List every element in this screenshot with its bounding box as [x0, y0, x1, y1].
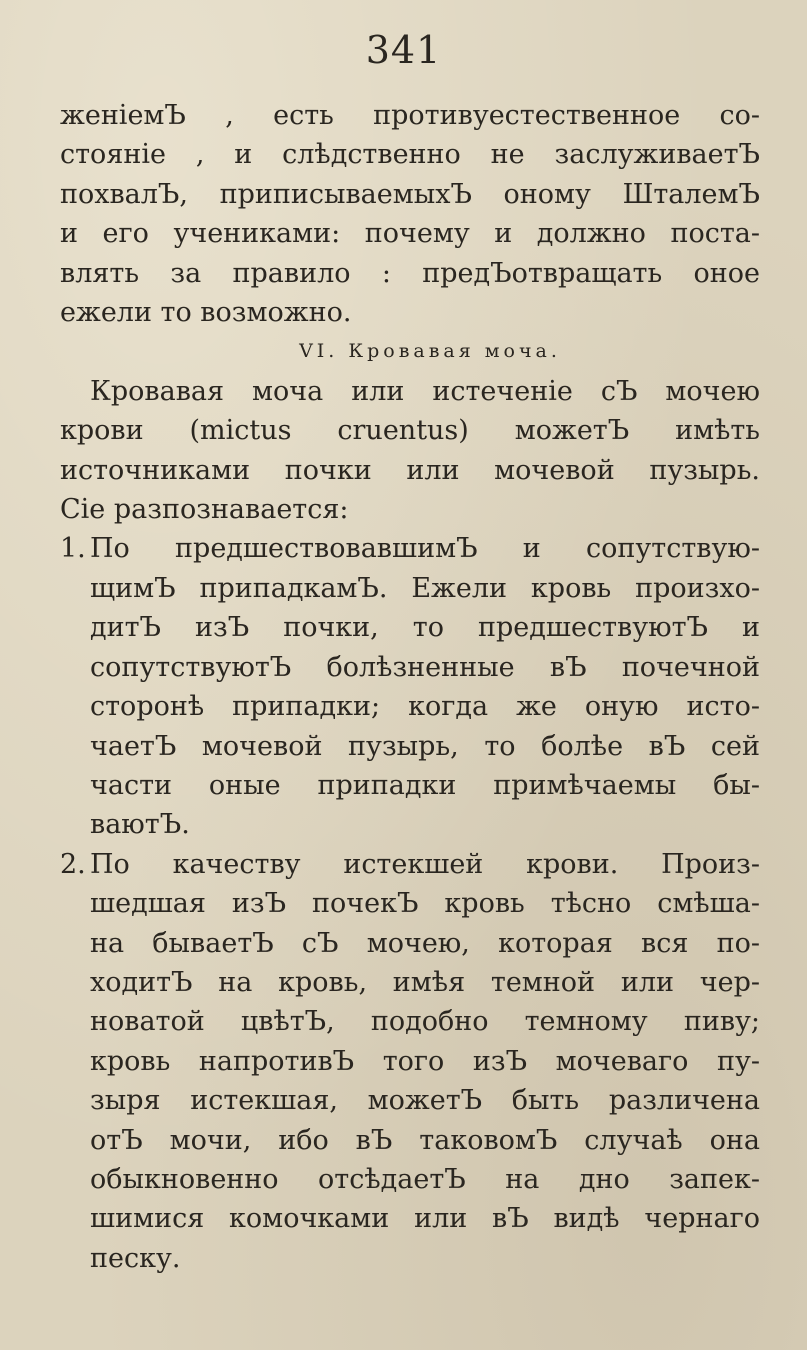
text-line: зыря истекшая, можетЪ быть различена — [90, 1085, 760, 1117]
list-item — [60, 845, 760, 1278]
text-line: ходитЪ на кровь, имѣя темной или чер- — [90, 966, 760, 998]
text-line: обыкновенно отсѣдаетЪ на дно запек- — [90, 1163, 760, 1195]
text-line: новатой цвѣтЪ, подобно темному пиву; — [90, 1006, 760, 1038]
text-line: влять за правило : предЪотвращать оное — [60, 257, 760, 289]
text-line: отЪ мочи, ибо вЪ таковомЪ случаѣ она — [90, 1124, 760, 1156]
text-line: щимЪ припадкамЪ. Ежели кровь произхо- — [90, 572, 760, 604]
page-number: 341 — [365, 28, 442, 72]
text-line: женіемЪ , есть противуестественное со- — [60, 100, 760, 131]
text-line: шимися комочками или вЪ видѣ чернаго — [90, 1203, 760, 1235]
text-line — [60, 529, 760, 568]
section-heading: VI. Кровавая моча. — [299, 340, 561, 363]
text-line: кровь напротивЪ того изЪ мочеваго пу- — [90, 1045, 760, 1077]
text-line: похвалЪ, приписываемыхЪ оному ШталемЪ — [60, 178, 760, 210]
text-line: крови (mictus cruentus) можетЪ имѣть — [60, 415, 760, 447]
text-line: дитЪ изЪ почки, то предшествуютЪ и — [90, 612, 760, 644]
text-line: сопутствуютЪ болѣзненные вЪ почечной — [90, 651, 760, 683]
text-line: ваютЪ. — [90, 809, 190, 841]
text-line: Кровавая моча или истеченіе сЪ мочею — [90, 375, 760, 407]
text-line: чаетЪ мочевой пузырь, то болѣе вЪ сей — [90, 730, 760, 762]
text-line — [60, 845, 760, 884]
page-text — [60, 96, 760, 1278]
text-line: сторонѣ припадки; когда же оную исто- — [90, 691, 760, 723]
text-line: и его учениками: почему и должно поста- — [60, 218, 760, 250]
list-item-text: По предшествовавшимЪ и сопутствую- — [90, 533, 760, 565]
list-item-number: 2. — [60, 848, 86, 880]
list-item-text: По качеству истекшей крови. Произ- — [90, 848, 760, 880]
text-line: стояніе , и слѣдственно не заслуживаетЪ — [60, 139, 760, 171]
text-line: шедшая изЪ почекЪ кровь тѣсно смѣша- — [90, 888, 760, 920]
list-item — [60, 529, 760, 844]
list-item-number: 1. — [60, 533, 86, 565]
text-line: ежели то возможно. — [60, 297, 352, 329]
text-line: песку. — [90, 1242, 181, 1274]
text-line: источниками почки или мочевой пузырь. — [60, 454, 760, 486]
text-line: на бываетЪ сЪ мочею, которая вся по- — [90, 927, 760, 959]
text-line: части оные припадки примѣчаемы бы- — [90, 769, 760, 801]
text-line: Сіе разпознавается: — [60, 494, 349, 526]
